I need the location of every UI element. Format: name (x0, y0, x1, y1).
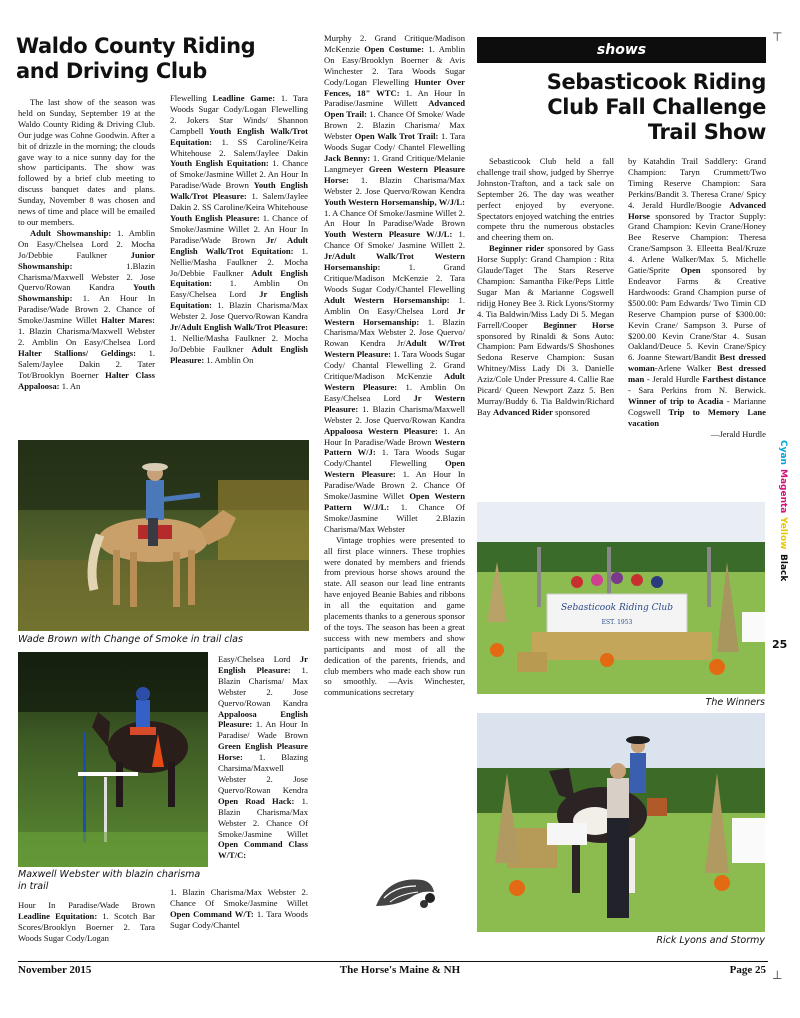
left-article-bottom-left (18, 900, 155, 950)
class-heading: Open (680, 265, 701, 276)
article-text: Hour In Paradise/Wade Brown (18, 900, 155, 910)
cornucopia-icon (370, 868, 440, 913)
article-text: 1. Amblin On Easy/Chelsea Lord (324, 382, 465, 403)
class-heading: Advanced Horse (628, 199, 766, 221)
class-heading: Adult Western Pleasure: (324, 371, 465, 392)
article-paragraph (170, 887, 308, 931)
class-heading: Open Command W/T: (170, 908, 254, 919)
article-text: Vintage trophies were presented to all first place winners. These trophies were donated by members and friends from previous horse shows around the state. All season our lead line entrants have enjoyed Beanie Babies and ribbons in all the equitation and game placements thanks to a generous sponsor of the toys. The season has been a great success with new members and show participants and most of all the dedication of the parents, friends, and club members who made each show run so smoothly. —Avis Winchester, communications secretary (324, 534, 465, 698)
class-heading: Youth English Walk/Trot Pleasure: (170, 180, 308, 202)
article-text: 1. Blazin Charisma/Maxwell Webster 2. Jose Quervo/Rowan Kandra (324, 403, 465, 425)
footer-publication: The Horse's Maine & NH (339, 964, 461, 976)
article-text: 1. Blazin Charisma/Max Webster 2. Jose Quervo/Rowan Kendra (324, 174, 465, 196)
class-heading: Advanced Open Trail: (324, 98, 465, 120)
caption-the-winners: The Winners (705, 697, 765, 708)
sidebar-page-number: 25 (772, 638, 788, 651)
article-text: 1. Grand Critique/Melanie Langmeyer (324, 152, 465, 174)
article-paragraph (628, 429, 766, 440)
article-text: - Marianne Cogswell (628, 395, 766, 417)
class-heading: Youth English Equitation: (170, 158, 269, 169)
class-heading: Youth English Pleasure: (170, 212, 260, 223)
article-text: 1. Blazin Charisma/Max Webster 2. Chance Of Smoke/Jasmine Willet (218, 795, 308, 839)
class-heading: Hunter Over Fences, 18" WTC: (324, 76, 465, 98)
article-text: 1. Amblin On Easy/Chelsea Lord (324, 294, 465, 316)
article-text: 1. An Hour In Paradise/Jasmine Willett (324, 87, 465, 109)
class-heading: Adult English Pleasure: (170, 343, 308, 365)
article-paragraph (170, 93, 308, 366)
article-text: 1. Chance Of Smoke/ Wade Brown 2. Blazin Charisma/ Max Webster (324, 109, 465, 142)
left-article-col2b (218, 654, 308, 886)
article-text: 1. Blazin Charisma/Max Webster 2. Jose Quervo/Rowan Kandra (170, 300, 308, 322)
class-heading: Jr English Pleasure: (218, 654, 308, 675)
class-heading: Beginner rider (489, 243, 545, 254)
article-text: Flewelling (170, 93, 213, 103)
class-heading: Adult W/Trot Western Pleasure: (324, 338, 465, 360)
class-heading: Youth Showmanship: (18, 282, 155, 304)
left-article-title: Waldo County Riding and Driving Club (16, 34, 256, 83)
class-heading: Open Western Pattern W/J/L: (324, 491, 465, 512)
article-text: 1. Salem/Jaylee Dakin 2. Tater Tot/Brooklyn Boerner (18, 347, 155, 380)
class-heading: Winner of trip to Acadia (628, 395, 724, 406)
class-heading: Best dressed woman (628, 352, 766, 374)
article-text: Sebasticook Club held a fall challenge trail show, judged by Sherrye Johnston-Trafton, and a tack sale on September 26. The day was weather perfect enjoyed by everyone. Spectators enjoyed watching the entries compete thru the numerous obstacles and cheering them on. (477, 156, 614, 243)
process-color-bar (778, 440, 792, 615)
banner-sign-est: EST. 1953 (601, 619, 633, 626)
left-article-col3 (324, 33, 465, 871)
article-text: 1. Tara Woods Sugar Cody/Chantel (170, 908, 308, 930)
class-heading: Adult Western Horsemanship: (324, 294, 450, 305)
article-text: 1. Scotch Bar Scores/Brooklyn Boerner 2. Tara Woods Sugar Cody/Logan (18, 910, 155, 943)
process-yellow: Yellow (778, 517, 788, 550)
footer-date: November 2015 (18, 964, 92, 976)
article-text: 1. Tara Woods Sugar Cody/ Chantel Flewelling (324, 131, 465, 153)
left-article-col1 (18, 97, 155, 440)
article-text: 1. Tara Woods Sugar Cody/Logan Flewelling 2. Jokers Star Winds/ Shannon Campbell (170, 93, 308, 136)
article-text: 1. Amblin On Easy/Brooklyn Boerner & Avis Winchester 2. Tara Woods Sugar Cody/Logan Flewelling (324, 43, 465, 87)
photo-rick-lyons (477, 713, 765, 932)
class-heading: Open Costume: (364, 43, 424, 54)
article-text: 1. Nellie/Masha Faulkner 2. Mocha Jo/Debbie Faulkner (170, 332, 308, 354)
right-article-col2 (628, 156, 766, 500)
photo-the-winners (477, 502, 765, 694)
article-text: 1. Nellie/Masha Faulkner 2. Mocha Jo/Debbie Faulkner (170, 245, 308, 278)
caption-rick-lyons: Rick Lyons and Stormy (656, 935, 765, 946)
rick-lyons-stormy-photo (477, 713, 765, 932)
class-heading: Open Walk Trot Trail: (354, 131, 439, 142)
article-paragraph (324, 535, 465, 699)
photo-maxwell-webster (18, 652, 208, 867)
article-text: 1. An Hour In Paradise/Wade Brown 2. Chance of Smoke/Jasmine Willet (18, 293, 155, 326)
class-heading: Halter Class Appaloosa: (18, 369, 155, 391)
article-text: 1. A Chance Of Smoke/Jasmine Willet 2. An Hour In Paradise/Wade Brown (324, 207, 465, 229)
article-text: —Jerald Hurdle (710, 428, 766, 439)
article-text: 1.Blazin Charisma/Maxwell Webster 2. Jose Quervo/Rowan Kandra (18, 260, 155, 293)
article-text: 1. SS Caroline/Keira Whitehouse 2. Salem/Jaylee Dakin (170, 136, 308, 158)
process-cyan: Cyan (778, 440, 788, 465)
process-magenta: Magenta (778, 468, 788, 514)
class-heading: Appaloosa English Pleasure: (218, 708, 308, 730)
class-heading: Advanced Rider (493, 406, 553, 417)
article-text: sponsored by Endeavor Farms & Creative Hardwoods: Grand Champion purse of $500.00: Pam Edwards/ Two Timin CD Reserve Champion purse of $300.00: Kevin Crane/ Sampson 3. Purse of $200.00 Kevin Crane/Star 4. Susan Oakland/Deuce 5. Kevin Crane/Spicy 6. Joanne Stewart/Bandit (628, 265, 766, 363)
article-text: - Jerald Hurdle (644, 374, 703, 385)
section-label-shows: shows (477, 37, 766, 63)
article-paragraph (18, 97, 155, 228)
article-text: The last show of the season was held on Sunday, September 19 at the Waldo County Riding & Driving Club. Our judge was Cohne Goodwin. After a bit of drizzle in the morning; the clouds gave way to a nice sunny day for the show participants. The show was followed by a brief club meeting to discuss banquet dates and plans. Sunday, November 8 was chosen and news of time and place will be emailed to our members. (18, 97, 155, 227)
article-text: 1. Blazin Charisma/ Max Webster 2. Jose Quervo/Rowan Kandra (218, 664, 308, 708)
article-text: 1. Chance of Smoke/Jasmine Willet 2. An Hour In Paradise/Wade Brown (170, 212, 308, 245)
class-heading: Jack Benny: (324, 152, 371, 163)
caption-wade-brown: Wade Brown with Change of Smoke in trail clas (18, 634, 243, 645)
class-heading: Jr Western Pleasure: (324, 392, 465, 414)
crop-mark-top-icon: ⊤ (772, 30, 783, 44)
horse-trail-photo (18, 652, 208, 867)
article-text: 1. An (59, 380, 81, 391)
class-heading: Farthest distance (702, 374, 766, 385)
article-text: 1. Blazing Charsima/Maxwell Webster 2. Jose Quervo/Rowan Kendra (218, 752, 308, 795)
article-text: 1. Chance Of Smoke/Jasmine Willet 2.Blazin Charisma/Max Webster (324, 501, 465, 534)
article-paragraph (477, 243, 614, 418)
process-black: Black (778, 553, 788, 582)
article-text: sponsored by Tractor Supply: Grand Champion: Kevin Crane/Honey Bee Reserve Champion: Theresa Crane/Sampson 3. Elleetta Beal/Kruze 4. Arlene Walker/Max 5. Michelle Gatie/Sprite (628, 210, 766, 276)
article-text: 1. Chance Of Smoke/ Jasmine Willett 2. (324, 229, 465, 251)
class-heading: Jr Western Horsemanship: (324, 305, 465, 327)
article-text: 1. Chance of Smoke/Jasmine Willet 2. An Hour In Paradise/Wade Brown (170, 158, 308, 191)
class-heading: Western Pattern W/J: (324, 436, 465, 458)
photo-wade-brown (18, 440, 309, 631)
article-text: by Katahdin Trail Saddlery: Grand Champion: Taryn Crummett/Two Timing Reserve Champion: Sara Perkins/Bandit 3. Theresa Crane/ Spicy 4. Jerald Hurdle/Boogie (628, 156, 766, 210)
article-paragraph (628, 156, 766, 429)
class-heading: Youth Western Pleasure W/J/L: (324, 229, 453, 240)
caption-maxwell-webster: Maxwell Webster with blazin charisma in trail (18, 869, 201, 892)
article-text: 1. Amblin On Easy/Chelsea Lord 2. Mocha Jo/Debbie Faulkner (18, 227, 155, 260)
winners-group-photo (477, 502, 765, 694)
crop-mark-bottom-icon: ⊥ (772, 968, 783, 982)
class-heading: Green English Pleasure Horse: (218, 741, 308, 763)
class-heading: Junior Showmanship: (18, 249, 155, 271)
class-heading: Open Command Class W/T/C: (218, 839, 308, 861)
article-paragraph (218, 654, 308, 861)
class-heading: Jr/Adult Walk/Trot Western Horsemanship: (324, 251, 465, 273)
left-article-bottom-mid (170, 887, 308, 947)
article-text: - Sara Perkins from N. Berwick. (628, 385, 766, 396)
class-heading: Best dressed man (628, 363, 766, 385)
class-heading: Beginner Horse (543, 319, 614, 330)
right-article-title: Sebasticook Riding Club Fall Challenge Trail Show (546, 70, 766, 145)
article-paragraph (18, 228, 155, 392)
class-heading: Youth Western Horsemanship, W/J/L: (324, 196, 465, 207)
class-heading: Youth English Walk/Trot Equitation: (170, 125, 308, 147)
article-text: 1. An Hour In Paradise/ Wade Brown (218, 719, 308, 741)
class-heading: Jr/ Adult English Walk/Trot Equitation: (170, 234, 308, 256)
article-text: Easy/Chelsea Lord (218, 654, 300, 664)
article-text: 1. Grand Critique/Madison McKenzie 2. Tara Woods Sugar Cody/Chantel Flewelling (324, 262, 465, 294)
banner-sign-name: Sebasticook Riding Club (561, 603, 673, 613)
article-text: 1. Blazin Charisma/Max Webster 2. Jose Quervo/ Rowan Kendra Jr/ (324, 316, 465, 349)
footer-rule (18, 961, 768, 962)
class-heading: Open Road Hack: (218, 795, 295, 806)
article-text: 1. Amblin On Easy/Chelsea Lord (170, 278, 308, 300)
article-text: 1. Amblin On (204, 354, 254, 365)
article-text: sponsored by Gass Horse Supply: Grand Champion : Rita Glaude/Taget The Stars Reserve Champion: Samantha Fike/Peps Little Sugar Man & Marianne Cogswell ridijg Honey Bee 3. Rick Lyons/Stormy 4. Tia Baldwin/Miss Lady Di 5. Megan Farrell/Cooper (477, 243, 614, 330)
footer-page: Page 25 (729, 964, 766, 976)
article-text: 1. Salem/Jaylee Dakin 2. SS Caroline/Keira Whitehouse (170, 191, 308, 213)
article-text: 1. An Hour In Paradise/Wade Brown 2. Chance Of Smoke/Jasmine Willet (324, 469, 465, 502)
class-heading: Appaloosa Western Pleasure: (324, 425, 438, 436)
article-text: sponsored by Rinaldi & Sons Auto: Champion: Pam Edwards/S Shoshones Sedona Reserve Champion: Susan Whitney/Miss Lady Di 3. Danielle Aziz/Cole Under Pressure 4. Callie Rae Picard/ Queen Newport Zazz 5. Ben Murray/Buddy 6. Tia Baldwin/Richard Bay (477, 330, 614, 417)
class-heading: Halter Stallions/ Geldings: (18, 347, 137, 358)
class-heading: Jr/Adult English Walk/Trot Pleasure: (170, 322, 308, 333)
article-text: 1. Blazin Charisma/Max Webster 2. Chance Of Smoke/Jasmine Willet (170, 887, 308, 908)
class-heading: Leadline Game: (212, 93, 276, 103)
class-heading: Trip to Memory Lane vacation (628, 406, 766, 428)
article-paragraph (18, 900, 155, 944)
article-text: 1. Blazin Charisma/Maxwell Webster 2. Amblin On Easy/Chelsea Lord (18, 326, 155, 347)
class-heading: Green Western Pleasure Horse: (324, 163, 465, 185)
article-text: 1. Tara Woods Sugar Cody/Chantel Flewelling (324, 447, 465, 469)
article-paragraph (324, 33, 465, 535)
class-heading: Leadline Equitation: (18, 910, 98, 921)
article-text: -Arlene Walker (654, 363, 717, 374)
horse-rider-photo (18, 440, 309, 631)
article-text: 1. Tara Woods Sugar Cody/ Chantal Flewelling 2. Grand Critique/Madison McKenzie (324, 349, 465, 382)
article-paragraph (477, 156, 614, 243)
article-text: 1. An Hour In Paradise/Wade Brown (324, 425, 465, 447)
class-heading: Adult Showmanship: (30, 227, 112, 238)
article-text: sponsored (552, 406, 590, 417)
class-heading: Halter Mares: (101, 315, 155, 326)
class-heading: Open Western Pleasure: (324, 458, 465, 480)
class-heading: Jr English Equitation: (170, 289, 308, 311)
article-text: Murphy 2. Grand Critique/Madison McKenzie (324, 33, 465, 54)
right-article-col1 (477, 156, 614, 488)
class-heading: Adult English Equitation: (170, 267, 308, 289)
left-article-col2 (170, 93, 308, 440)
